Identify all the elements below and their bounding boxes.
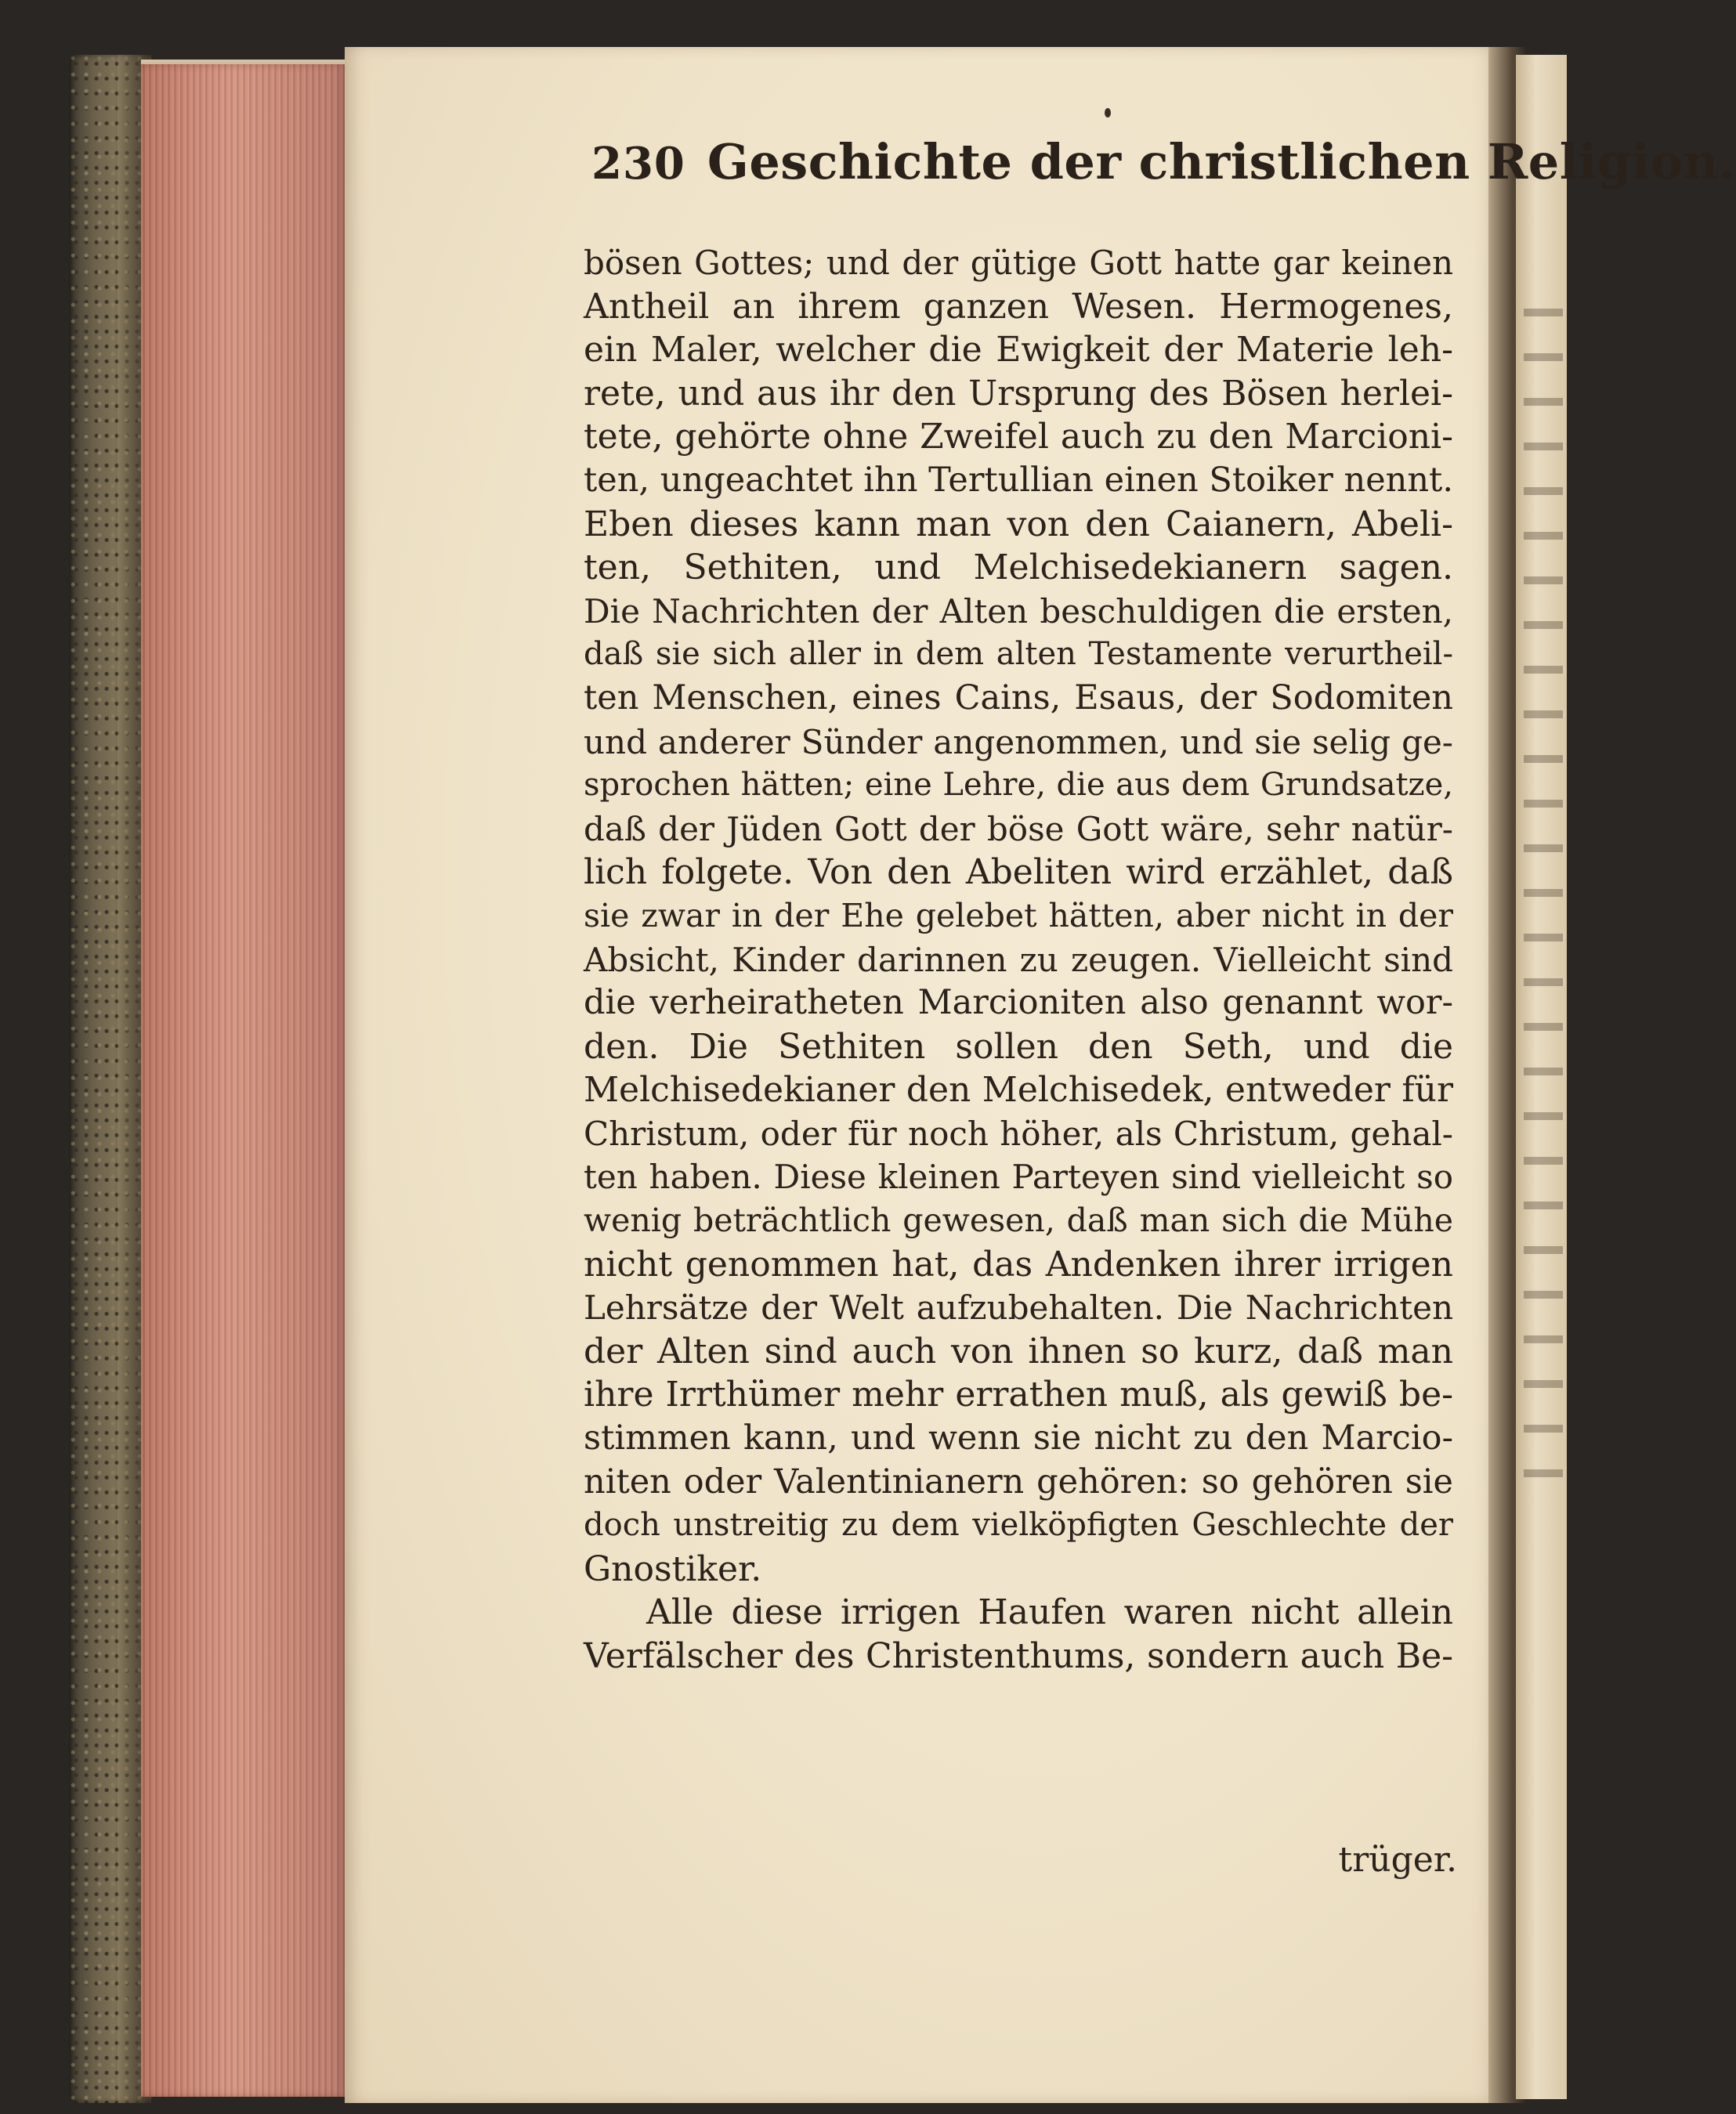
red-page-edges <box>141 64 346 2097</box>
text-line: Antheil an ihrem ganzen Wesen. Hermogenes, <box>584 286 1453 327</box>
text-line: Die Nachrichten der Alten beschuldigen die ersten, <box>584 591 1453 631</box>
text-line: Lehrsätze der Welt aufzubehalten. Die Nachrichten <box>584 1288 1453 1328</box>
ink-spot <box>1105 108 1111 117</box>
text-line: Gnostiker. <box>584 1548 762 1589</box>
text-line: sprochen hätten; eine Lehre, die aus dem Grundsatze, <box>584 767 1453 804</box>
text-line: nicht genommen hat, das Andenken ihrer irrigen <box>584 1244 1453 1285</box>
text-line: tete, gehörte ohne Zweifel auch zu den Marcioni- <box>584 417 1453 457</box>
text-line: Eben dieses kann man von den Caianern, Abeli- <box>584 504 1453 544</box>
facing-page-text-traces <box>1524 282 1563 1496</box>
text-line: und anderer Sünder angenommen, und sie selig ge- <box>584 722 1453 761</box>
text-line: der Alten sind auch von ihnen so kurz, daß man <box>584 1331 1453 1371</box>
text-line: bösen Gottes; und der gütige Gott hatte gar keinen <box>584 244 1453 282</box>
text-line: ten Menschen, eines Cains, Esaus, der Sodomiten <box>584 678 1453 717</box>
text-line: daß sie sich aller in dem alten Testamente verurtheil- <box>584 636 1453 673</box>
text-line: rete, und aus ihr den Ursprung des Bösen herlei- <box>584 373 1453 414</box>
text-line: ten, ungeachtet ihn Tertullian einen Stoiker nennt. <box>584 460 1453 500</box>
text-line: ein Maler, welcher die Ewigkeit der Materie leh- <box>584 330 1453 370</box>
text-line: den. Die Sethiten sollen den Seth, und die <box>584 1026 1453 1067</box>
text-line: doch unstreitig zu dem vielköpfigten Geschlechte der <box>584 1507 1453 1544</box>
page-number: 230 <box>591 138 685 190</box>
text-line: niten oder Valentinianern gehören: so gehören sie <box>584 1462 1453 1501</box>
text-line: Christum, oder für noch höher, als Christum, gehal- <box>584 1114 1453 1153</box>
text-line: sie zwar in der Ehe gelebet hätten, aber nicht in der <box>584 896 1453 934</box>
text-line: Melchisedekianer den Melchisedek, entweder für <box>584 1070 1453 1111</box>
text-line: stimmen kann, und wenn sie nicht zu den Marcio- <box>584 1418 1453 1458</box>
text-line: Absicht, Kinder darinnen zu zeugen. Vielleicht sind <box>584 940 1453 979</box>
text-line: Verfälscher des Christenthums, sondern auch Be- <box>584 1636 1453 1676</box>
text-line: ten haben. Diese kleinen Parteyen sind vielleicht so <box>584 1158 1453 1197</box>
text-line: ihre Irrthümer mehr errathen muß, als gewiß be- <box>584 1375 1453 1415</box>
running-header <box>591 133 1736 235</box>
body-text <box>584 241 1453 1679</box>
running-title: Geschichte der christlichen Religion. <box>707 133 1736 190</box>
text-line: lich folgete. Von den Abeliten wird erzählet, daß <box>584 852 1453 893</box>
text-line: daß der Jüden Gott der böse Gott wäre, sehr natür- <box>584 809 1453 848</box>
text-line: Alle diese irrigen Haufen waren nicht allein <box>646 1592 1453 1633</box>
text-line: die verheiratheten Marcioniten also genannt wor- <box>584 983 1453 1023</box>
text-line: wenig beträchtlich gewesen, daß man sich die Mühe <box>584 1202 1453 1240</box>
text-line: ten, Sethiten, und Melchisedekianern sagen. <box>584 547 1453 588</box>
catchword: trüger. <box>1338 1840 1457 1880</box>
